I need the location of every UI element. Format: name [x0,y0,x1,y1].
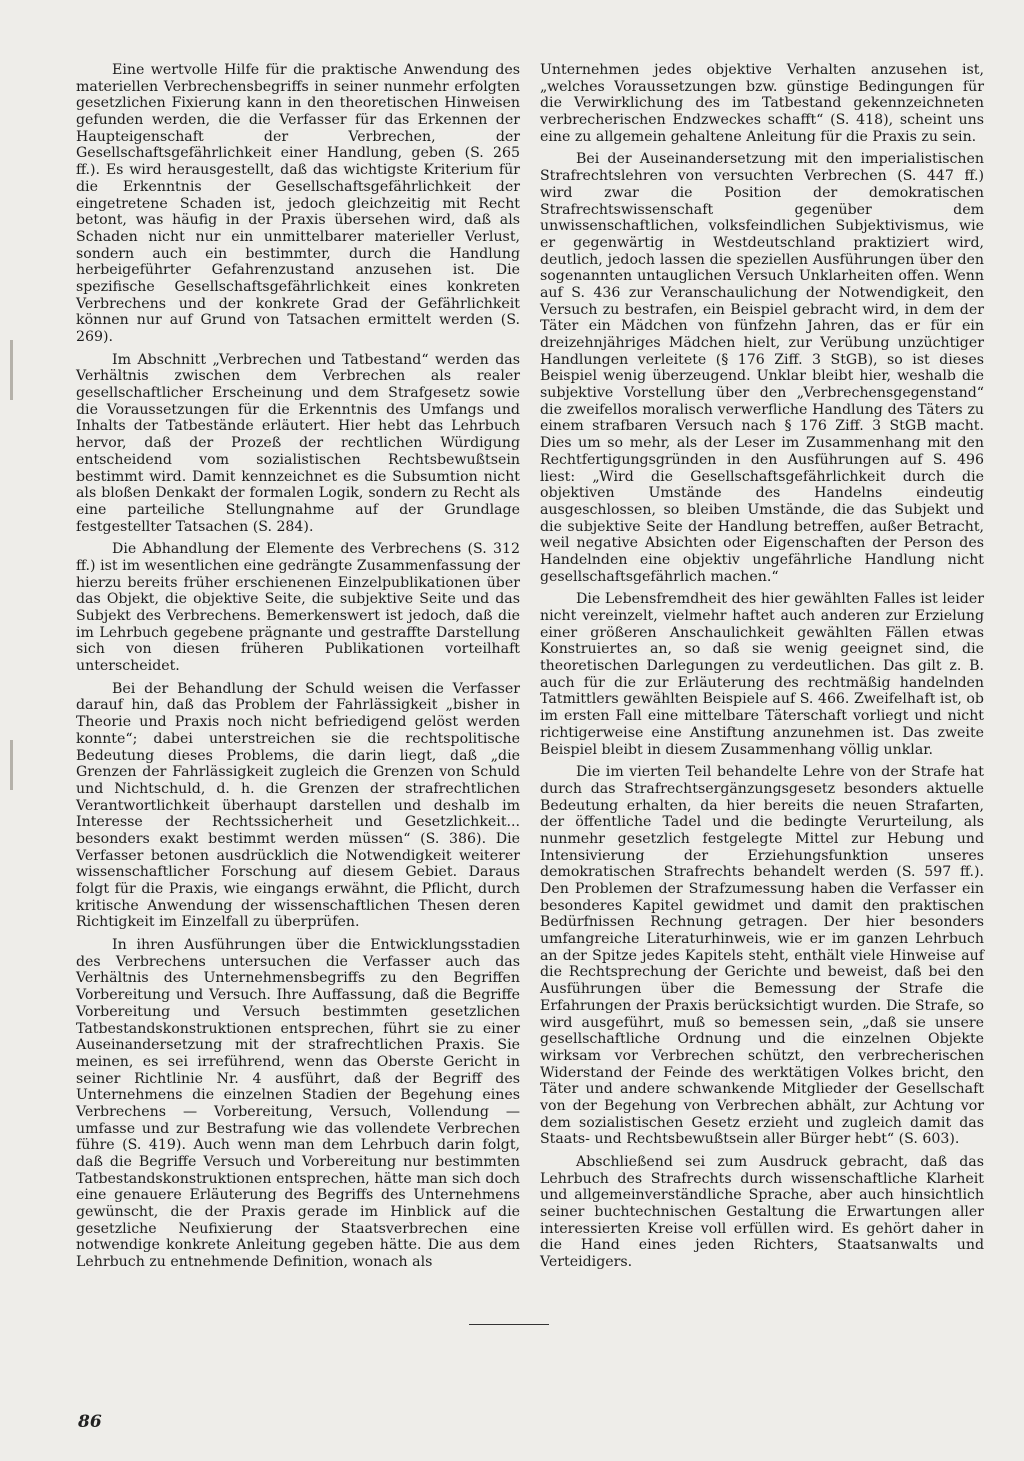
margin-ink-mark [10,740,13,790]
margin-ink-mark [10,340,13,400]
paragraph: Eine wertvolle Hilfe für die praktische Anwendung des materiellen Verbrechensbegriffs in seiner nunmehr erfolgten gesetzlichen Fixierung kann in den theoretischen Hinweisen gefunden werden, die die Verfasser für das Erkennen der Haupteigenschaft der Verbrechen, der Gesellschaftsgefährlichkeit einer Handlung, geben (S. 265 ff.). Es wird herausgestellt, daß das wichtigste Kriterium für die Erkenntnis der Gesellschaftsgefährlichkeit der eingetretene Schaden ist, jedoch gleichzeitig mit Recht betont, was häufig in der Praxis übersehen wird, daß als Schaden nicht nur ein unmittelbarer materieller Verlust, sondern auch ein bestimmter, durch die Handlung herbeigeführter Gefahrenzustand anzusehen ist. Die spezifische Gesellschaftsgefährlichkeit eines konkreten Verbrechens und der konkrete Grad der Gefährlichkeit können nur auf Grund von Tatsachen ermittelt werden (S. 269). [76,62,520,345]
page-number: 86 [78,1412,102,1432]
right-column [540,62,984,1277]
paragraph: In ihren Ausführungen über die Entwicklungsstadien des Verbrechens untersuchen die Verfasser auch das Verhältnis des Unternehmensbegriffs zu den Begriffen Vorbereitung und Versuch. Ihre Auffassung, daß die Begriffe Vorbereitung und Versuch bestimmten gesetzlichen Tatbestandskonstruktionen entsprechen, führt sie zu einer Auseinandersetzung mit der strafrechtlichen Praxis. Sie meinen, es sei irreführend, wenn das Oberste Gericht in seiner Richtlinie Nr. 4 ausführt, daß der Begriff des Unternehmens die einzelnen Stadien der Begehung eines Verbrechens — Vorbereitung, Versuch, Vollendung — umfasse und zur Bestrafung wie das vollendete Verbrechen führe (S. 419). Auch wenn man dem Lehrbuch darin folgt, daß die Begriffe Versuch und Vorbereitung nur bestimmten Tatbestandskonstruktionen entsprechen, hätte man sich doch eine genauere Erläuterung des Begriffs des Unternehmens gewünscht, die der Praxis gerade im Hinblick auf die gesetzliche Neufixierung der Staatsverbrechen eine notwendige konkrete Anleitung gegeben hätte. Die aus dem Lehrbuch zu entnehmende Definition, wonach als [76,937,520,1271]
left-column [76,62,520,1277]
paragraph: Im Abschnitt „Verbrechen und Tatbestand“ werden das Verhältnis zwischen dem Verbrechen als realer gesellschaftlicher Erscheinung und dem Strafgesetz sowie die Voraussetzungen für die Erkenntnis des Umfangs und Inhalts der Tatbestände erläutert. Hier hebt das Lehrbuch hervor, daß der Prozeß der rechtlichen Würdigung entscheidend vom sozialistischen Rechtsbewußtsein bestimmt wird. Damit kennzeichnet es die Subsumtion nicht als bloßen Denkakt der formalen Logik, sondern zu Recht als eine parteiliche Stellungnahme auf der Grundlage festgestellter Tatsachen (S. 284). [76,351,520,535]
paragraph: Bei der Behandlung der Schuld weisen die Verfasser darauf hin, daß das Problem der Fahrlässigkeit „bisher in Theorie und Praxis noch nicht befriedigend gelöst werden konnte“; dabei unterstreichen sie die rechtspolitische Bedeutung dieses Problems, die darin liegt, daß „die Grenzen der Fahrlässigkeit zugleich die Grenzen von Schuld und Nichtschuld, d. h. die Grenzen der strafrechtlichen Verantwortlichkeit überhaupt darstellen und deshalb im Interesse der Rechtssicherheit und Gesetzlichkeit... besonders exakt bestimmt werden müssen“ (S. 386). Die Verfasser betonen ausdrücklich die Notwendigkeit weiterer wissenschaftlicher Forschung auf diesem Gebiet. Daraus folgt für die Praxis, wie eingangs erwähnt, die Pflicht, durch kritische Anwendung der wissenschaftlichen Thesen deren Richtigkeit im Einzelfall zu überprüfen. [76,680,520,931]
closing-divider [469,1324,549,1325]
paragraph: Die Abhandlung der Elemente des Verbrechens (S. 312 ff.) ist im wesentlichen eine gedrängte Zusammenfassung der hierzu bereits früher erschienenen Einzelpublikationen über das Objekt, die objektive Seite, die subjektive Seite und das Subjekt des Verbrechens. Bemerkenswert ist jedoch, daß die im Lehrbuch gegebene prägnante und gestraffte Darstellung sich von diesen früheren Publikationen vorteilhaft unterscheidet. [76,541,520,675]
paragraph: Abschließend sei zum Ausdruck gebracht, daß das Lehrbuch des Strafrechts durch wissenschaftliche Klarheit und allgemeinverständliche Sprache, aber auch hinsichtlich seiner buchtechnischen Gestaltung die Erwartungen aller interessierten Kreise voll erfüllen wird. Es gehört daher in die Hand eines jeden Richters, Staatsanwalts und Verteidigers. [540,1154,984,1271]
paragraph-continuation: Unternehmen jedes objektive Verhalten anzusehen ist, „welches Voraussetzungen bzw. günstige Bedingungen für die Verwirklichung des im Tatbestand gekennzeichneten verbrecherischen Endzweckes schafft“ (S. 418), scheint uns eine zu allgemein gehaltene Anleitung für die Praxis zu sein. [540,62,984,145]
paragraph: Die im vierten Teil behandelte Lehre von der Strafe hat durch das Strafrechtsergänzungsgesetz besonders aktuelle Bedeutung erhalten, da hier bereits die neuen Strafarten, der öffentliche Tadel und die bedingte Verurteilung, als nunmehr gesetzlich festgelegte Mittel zur Hebung und Intensivierung der Erziehungsfunktion unseres demokratischen Strafrechts behandelt werden (S. 597 ff.). Den Problemen der Strafzumessung haben die Verfasser ein besonderes Kapitel gewidmet und damit den praktischen Bedürfnissen Rechnung getragen. Der hier besonders umfangreiche Literaturhinweis, wie er im ganzen Lehrbuch an der Spitze jedes Kapitels steht, enthält viele Hinweise auf die Rechtsprechung der Gerichte und beweist, daß bei den Ausführungen über die Bemessung der Strafe die Erfahrungen der Praxis berücksichtigt wurden. Die Strafe, so wird ausgeführt, muß so bemessen sein, „daß sie unsere gesellschaftliche Ordnung und die einzelnen Objekte wirksam vor Verbrechen schützt, den verbrecherischen Widerstand der Feinde des werktätigen Volkes bricht, den Täter und andere schwankende Mitglieder der Gesellschaft von der Begehung von Verbrechen abhält, zur Achtung vor dem sozialistischen Gesetz erzieht und zugleich damit das Staats- und Rechtsbewußtsein aller Bürger hebt“ (S. 603). [540,764,984,1148]
paragraph: Bei der Auseinandersetzung mit den imperialistischen Strafrechtslehren von versuchten Verbrechen (S. 447 ff.) wird zwar die Position der demokratischen Strafrechtswissenschaft gegenüber dem unwissenschaftlichen, volksfeindlichen Subjektivismus, wie er gegenwärtig in Westdeutschland praktiziert wird, deutlich, jedoch lassen die speziellen Ausführungen über den sogenannten untauglichen Versuch Unklarheiten offen. Wenn auf S. 436 zur Veranschaulichung der Notwendigkeit, den Versuch zu bestrafen, ein Beispiel gebracht wird, in dem der Täter ein Mädchen von fünfzehn Jahren, das er für ein dreizehnjähriges Mädchen hielt, zur Verübung unzüchtiger Handlungen verleitete (§ 176 Ziff. 3 StGB), so ist dieses Beispiel wenig überzeugend. Unklar bleibt hier, weshalb die subjektive Vorstellung über den „Verbrechensgegenstand“ die zweifellos moralisch verwerfliche Handlung des Täters zu einem strafbaren Versuch nach § 176 Ziff. 3 StGB macht. Dies um so mehr, als der Leser im Zusammenhang mit den Rechtfertigungsgründen in den Ausführungen auf S. 496 liest: „Wird die Gesellschaftsgefährlichkeit durch die objektiven Umstände des Handelns eindeutig ausgeschlossen, so bleiben Umstände, die das Subjekt und die subjektive Seite der Handlung betreffen, außer Betracht, weil negative Absichten oder Eigenschaften der Person des Handelnden eine objektiv ungefährliche Handlung nicht gesellschaftsgefährlich machen.“ [540,151,984,585]
paragraph: Die Lebensfremdheit des hier gewählten Falles ist leider nicht vereinzelt, vielmehr haftet auch anderen zur Erzielung einer größeren Anschaulichkeit gewählten Fällen etwas Konstruiertes an, so daß sie wenig geeignet sind, die theoretischen Darlegungen zu verdeutlichen. Das gilt z. B. auch für die zur Erläuterung des rechtmäßig handelnden Tatmittlers gewählten Beispiele auf S. 466. Zweifelhaft ist, ob im ersten Fall eine mittelbare Täterschaft vorliegt und nicht richtigerweise eine Anstiftung anzunehmen ist. Das zweite Beispiel bleibt in diesem Zusammenhang völlig unklar. [540,591,984,758]
